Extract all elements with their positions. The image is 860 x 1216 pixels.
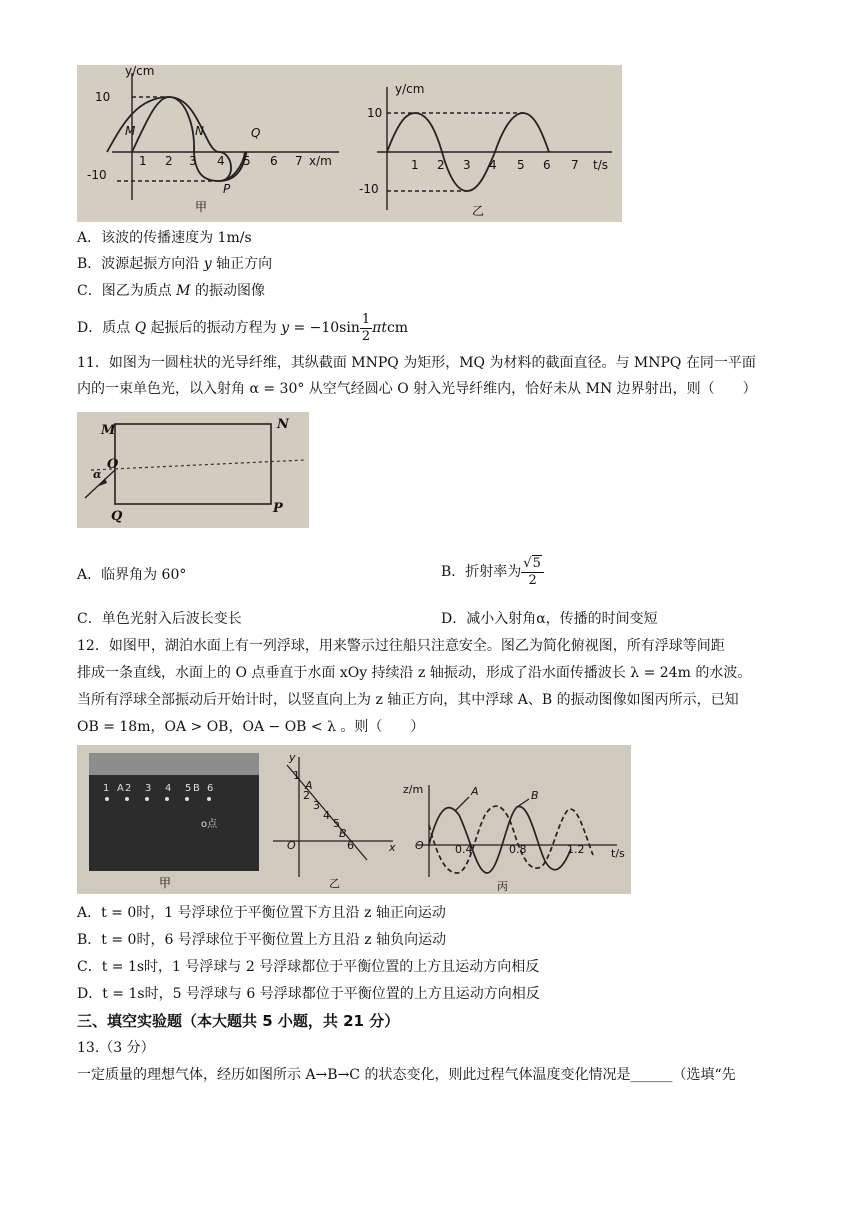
q10-jia-tick: 4	[217, 154, 225, 168]
q11-stem-line1: 11．如图为一圆柱状的光导纤维，其纵截面 MNPQ 为矩形，MQ 为材料的截面直径。与 MNPQ 在同一平面	[77, 355, 756, 371]
q12-option-a: A．t = 0时，1 号浮球位于平衡位置下方且沿 z 轴正向运动	[77, 905, 446, 921]
q12-jia-buoy-6: 6	[207, 783, 214, 794]
q10-jia-tick: 3	[189, 154, 197, 168]
q11-fig-label-alpha: α	[93, 468, 102, 481]
q10-option-d-mid: 起振后的振动方程为	[146, 320, 282, 336]
q10-jia-y-bottom: -10	[87, 168, 107, 182]
q12-yi-y-label: y	[289, 751, 296, 764]
q11-option-b-den: 2	[528, 572, 537, 588]
q12-yi-num-2: 2	[303, 789, 310, 802]
q10-yi-tick: 2	[437, 158, 445, 172]
q11-stem-line2: 内的一束单色光，以入射角 α = 30° 从空气经圆心 O 射入光导纤维内，恰好未从 MN 边界射出，则（ ）	[77, 381, 757, 397]
q12-yi-B-label: B	[339, 827, 347, 840]
q10-option-d-var: Q	[134, 320, 147, 336]
q11-option-b-fraction	[521, 556, 544, 589]
q11-option-c: C．单色光射入后波长变长	[77, 611, 242, 627]
q10-jia-point-M: M	[125, 124, 136, 138]
q13-label: 13.（3 分）	[77, 1040, 155, 1056]
q10-option-c-var: M	[176, 283, 191, 299]
q10-jia-xaxis-label: x/m	[309, 154, 332, 168]
q10-option-b	[77, 255, 272, 273]
q12-yi-num-3: 3	[313, 799, 320, 812]
q12-yi-x-label: x	[389, 841, 396, 854]
q11-figure-photo	[77, 412, 309, 528]
q12-stem-line4: OB = 18m，OA > OB，OA − OB < λ 。则（ ）	[77, 719, 425, 735]
q12-figure-photo	[77, 745, 631, 894]
q12-jia-o-point: o点	[201, 819, 218, 830]
q12-jia-buoy-A: A	[117, 783, 124, 794]
q11-option-b-prefix: B．折射率为	[441, 564, 522, 580]
q11-option-a: A．临界角为 60°	[77, 567, 187, 583]
q11-fig-label-P: P	[273, 501, 283, 516]
q10-option-c	[77, 282, 265, 300]
q12-yi-num-5: 5	[333, 817, 340, 830]
q12-stem-line1: 12．如图甲，湖泊水面上有一列浮球，用来警示过往船只注意安全。图乙为简化俯视图，所有浮球等间距	[77, 638, 725, 654]
q11-fig-label-O: O	[107, 457, 119, 472]
q11-option-b	[441, 554, 544, 590]
q10-option-d-den: 2	[361, 328, 371, 344]
q10-yi-tick: 7	[571, 158, 579, 172]
q12-stem-line2: 排成一条直线，水面上的 O 点垂直于水面 xOy 持续沿 z 轴振动，形成了沿水面传播波长 λ = 24m 的水波。	[77, 665, 752, 681]
q10-figure-photo	[77, 65, 622, 222]
q10-yi-tick: 6	[543, 158, 551, 172]
q12-jia-buoy-5: 5	[185, 783, 192, 794]
q10-option-d	[77, 310, 408, 346]
q13-stem: 一定质量的理想气体，经历如图所示 A→B→C 的状态变化，则此过程气体温度变化情况是______（选填“先	[77, 1067, 736, 1083]
q10-option-d-num: 1	[361, 311, 371, 327]
section-3-title: 三、填空实验题（本大题共 5 小题，共 21 分）	[77, 1012, 400, 1030]
q10-option-d-prefix: D．质点	[77, 320, 135, 336]
q12-yi-num-1: 1	[293, 769, 300, 782]
q10-jia-point-N: N	[195, 124, 204, 138]
q10-option-d-tail: πt	[372, 320, 387, 336]
q10-option-d-unit: cm	[386, 320, 409, 336]
q10-jia-tick: 1	[139, 154, 147, 168]
q10-jia-y-top: 10	[95, 90, 111, 104]
q10-jia-point-Q: Q	[251, 126, 261, 140]
q12-bing-yaxis-label: z/m	[403, 783, 424, 796]
q12-yi-num-6: 6	[347, 839, 354, 852]
q12-option-c: C．t = 1s时，1 号浮球与 2 号浮球都位于平衡位置的上方且运动方向相反	[77, 959, 540, 975]
q11-option-b-num: √5	[521, 556, 544, 573]
q10-jia-tick: 6	[270, 154, 278, 168]
q10-yi-y-bottom: -10	[359, 182, 379, 196]
q10-option-d-fraction	[360, 312, 372, 345]
q12-yi-caption: 乙	[329, 877, 340, 890]
q12-option-d: D．t = 1s时，5 号浮球与 6 号浮球都位于平衡位置的上方且运动方向相反	[77, 986, 540, 1002]
q11-option-d: D．减小入射角α，传播的时间变短	[441, 611, 658, 627]
q12-jia-buoy-B: B	[193, 783, 200, 794]
q10-option-b-var: y	[203, 256, 212, 272]
q12-yi-A-label: A	[305, 779, 313, 792]
q12-yi-num-4: 4	[323, 809, 330, 822]
q10-option-c-suffix: 的振动图像	[190, 283, 265, 299]
q12-yi-o-label: O	[287, 839, 296, 852]
q10-option-d-eq: = −10sin	[289, 320, 360, 336]
q10-yi-tick: 3	[463, 158, 471, 172]
q12-jia-buoy-2: 2	[125, 783, 132, 794]
q10-option-b-suffix: 轴正方向	[211, 256, 273, 272]
q12-jia-buoy-1: 1	[103, 783, 110, 794]
q11-option-b-root: 5	[532, 555, 541, 571]
q12-stem-line3: 当所有浮球全部振动后开始计时，以竖直向上为 z 轴正方向，其中浮球 A、B 的振动图像如图丙所示，已知	[77, 692, 739, 708]
q10-jia-tick: 5	[243, 154, 251, 168]
q12-bing-tick: 0.8	[509, 843, 527, 856]
q12-bing-B-label: B	[531, 789, 539, 802]
q12-jia-buoy-4: 4	[165, 783, 172, 794]
q10-yi-y-top: 10	[367, 106, 383, 120]
q10-option-a: A．该波的传播速度为 1m/s	[77, 230, 252, 246]
q10-option-b-prefix: B．波源起振方向沿	[77, 256, 204, 272]
q12-option-b: B．t = 0时，6 号浮球位于平衡位置上方且沿 z 轴负向运动	[77, 932, 447, 948]
q10-yi-caption: 乙	[472, 204, 485, 218]
q10-jia-point-P: P	[223, 182, 231, 196]
q11-fig-label-N: N	[277, 417, 289, 432]
q10-yi-tick: 1	[411, 158, 419, 172]
q11-fig-label-Q: Q	[111, 509, 123, 524]
q10-jia-tick: 7	[295, 154, 303, 168]
q10-option-d-lhs: y	[281, 320, 289, 336]
q10-jia-caption: 甲	[195, 200, 208, 214]
q11-fig-label-M: M	[101, 423, 116, 438]
q12-bing-tick: 1.2	[567, 843, 585, 856]
q10-yi-xaxis-label: t/s	[593, 158, 608, 172]
q12-bing-xaxis-label: t/s	[611, 847, 625, 860]
q10-jia-tick: 2	[165, 154, 173, 168]
q12-bing-caption: 丙	[497, 880, 508, 893]
q10-yi-tick: 5	[517, 158, 525, 172]
q10-jia-yaxis-label: y/cm	[125, 65, 155, 78]
q10-yi-tick: 4	[489, 158, 497, 172]
q10-option-c-prefix: C．图乙为质点	[77, 283, 177, 299]
q12-jia-caption: 甲	[159, 876, 172, 890]
q10-yi-yaxis-label: y/cm	[395, 82, 425, 96]
q12-bing-A-label: A	[471, 785, 479, 798]
q12-bing-o-label: O	[415, 839, 424, 852]
q12-bing-tick: 0.4	[455, 843, 473, 856]
q12-jia-buoy-3: 3	[145, 783, 152, 794]
